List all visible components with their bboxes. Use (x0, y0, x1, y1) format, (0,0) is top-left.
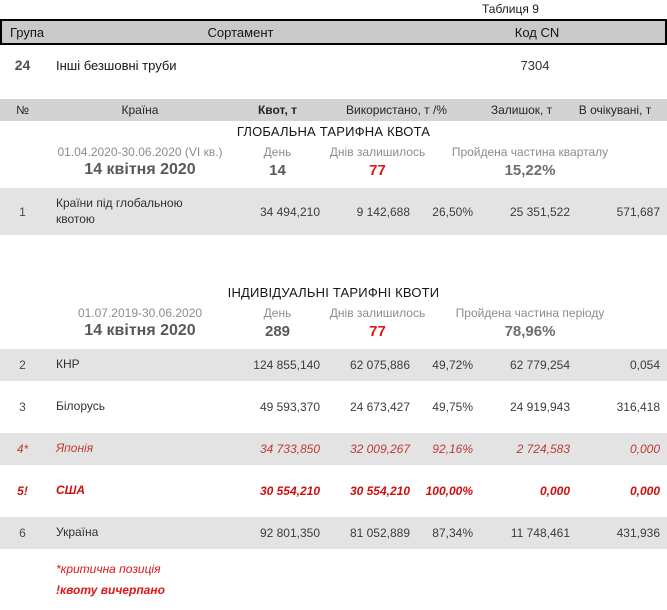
table-row (0, 391, 667, 423)
global-days-left-value: 77 (369, 161, 386, 179)
row-used: 62 075,886 (349, 358, 410, 373)
individual-current-date: 14 квітня 2020 (84, 322, 196, 340)
row-quota: 30 554,210 (259, 484, 320, 499)
row-country: КНР (56, 357, 80, 372)
global-progress-value: 15,22% (504, 161, 556, 179)
col-num-header: № (16, 103, 29, 117)
row-number: 1 (19, 204, 26, 219)
row-used-percent: 26,50% (432, 204, 473, 219)
product-group-number: 24 (14, 57, 31, 73)
row-used: 30 554,210 (349, 484, 410, 499)
row-used-percent: 92,16% (432, 442, 473, 457)
row-country: США (56, 483, 86, 498)
row-used: 32 009,267 (349, 442, 410, 457)
footnote-exhausted: !квоту вичерпано (56, 583, 165, 598)
row-expected: 0,054 (629, 358, 660, 373)
table-row (0, 517, 667, 549)
row-number: 5! (17, 484, 28, 499)
row-country: Країни під глобальною квотою (56, 196, 183, 226)
row-used: 9 142,688 (356, 204, 410, 219)
product-row (0, 57, 667, 73)
table-top-header (0, 19, 667, 45)
individual-days-left-value: 77 (369, 322, 386, 340)
row-expected: 571,687 (616, 204, 660, 219)
row-used-percent: 100,00% (425, 484, 473, 499)
global-period-range: 01.04.2020-30.06.2020 (VI кв.) (57, 145, 223, 159)
row-number: 2 (19, 358, 26, 373)
individual-progress-value: 78,96% (504, 322, 556, 340)
row-expected: 0,000 (629, 442, 660, 457)
col-country-header: Країна (121, 103, 159, 117)
footnote-critical: *критична позиція (56, 562, 161, 577)
col-used-header: Використано, т /% (346, 103, 447, 117)
row-remaining: 11 748,461 (510, 526, 570, 541)
table-row (0, 433, 667, 465)
row-remaining: 0,000 (539, 484, 570, 499)
row-used-percent: 49,72% (432, 358, 473, 373)
row-used: 81 052,889 (349, 526, 410, 541)
row-country: Білорусь (56, 399, 106, 414)
global-quota-rows (0, 188, 667, 235)
quota-columns-header (0, 99, 667, 121)
row-expected: 0,000 (629, 484, 660, 499)
individual-period-values (0, 322, 667, 340)
row-used: 24 673,427 (349, 400, 410, 415)
individual-quota-rows (0, 349, 667, 549)
individual-progress-label: Пройдена частина періоду (455, 306, 605, 321)
col-expected-header: В очікувані, т (578, 103, 652, 117)
individual-day-value: 289 (264, 322, 291, 340)
assortment-column-header: Сортамент (207, 24, 274, 40)
table-row (0, 349, 667, 381)
row-quota: 92 801,350 (259, 526, 320, 541)
row-expected: 316,418 (616, 400, 660, 415)
row-number: 6 (19, 526, 26, 541)
global-progress-label: Пройдена частина кварталу (451, 145, 609, 159)
individual-period-range: 01.07.2019-30.06.2020 (77, 306, 203, 321)
table-row (0, 475, 667, 507)
row-remaining: 2 724,583 (516, 442, 570, 457)
row-quota: 34 733,850 (259, 442, 320, 457)
row-used-percent: 49,75% (432, 400, 473, 415)
row-number: 3 (19, 400, 26, 415)
group-column-header: Група (10, 24, 45, 40)
global-period-values (0, 161, 667, 179)
global-quota-title: ГЛОБАЛЬНА ТАРИФНА КВОТА (236, 124, 431, 139)
code-cn-column-header: Код CN (514, 24, 560, 40)
col-remaining-header: Залишок, т (490, 103, 553, 117)
table-caption: Таблиця 9 (482, 2, 539, 16)
individual-day-label: День (263, 306, 292, 321)
row-quota: 49 593,370 (259, 400, 320, 415)
row-number: 4* (16, 442, 29, 457)
row-remaining: 62 779,254 (509, 358, 570, 373)
global-days-left-label: Днів залишилось (329, 145, 426, 159)
individual-period-labels (0, 306, 667, 320)
global-current-date: 14 квітня 2020 (84, 161, 196, 178)
individual-quota-title: ІНДИВІДУАЛЬНІ ТАРИФНІ КВОТИ (227, 285, 440, 301)
row-remaining: 25 351,522 (509, 204, 570, 219)
row-quota: 34 494,210 (259, 204, 320, 219)
row-country: Україна (56, 525, 99, 540)
global-period-labels (0, 145, 667, 159)
product-assortment: Інші безшовні труби (56, 57, 177, 73)
row-expected: 431,936 (616, 526, 660, 541)
product-code-cn: 7304 (520, 57, 550, 73)
row-used-percent: 87,34% (432, 526, 473, 541)
global-day-value: 14 (269, 161, 286, 179)
table-row (0, 188, 667, 235)
col-quota-header: Квот, т (257, 103, 298, 117)
individual-days-left-label: Днів залишилось (329, 306, 426, 321)
global-day-label: День (263, 145, 292, 159)
row-remaining: 24 919,943 (509, 400, 570, 415)
row-quota: 124 855,140 (253, 358, 320, 373)
row-country: Японія (56, 441, 94, 456)
